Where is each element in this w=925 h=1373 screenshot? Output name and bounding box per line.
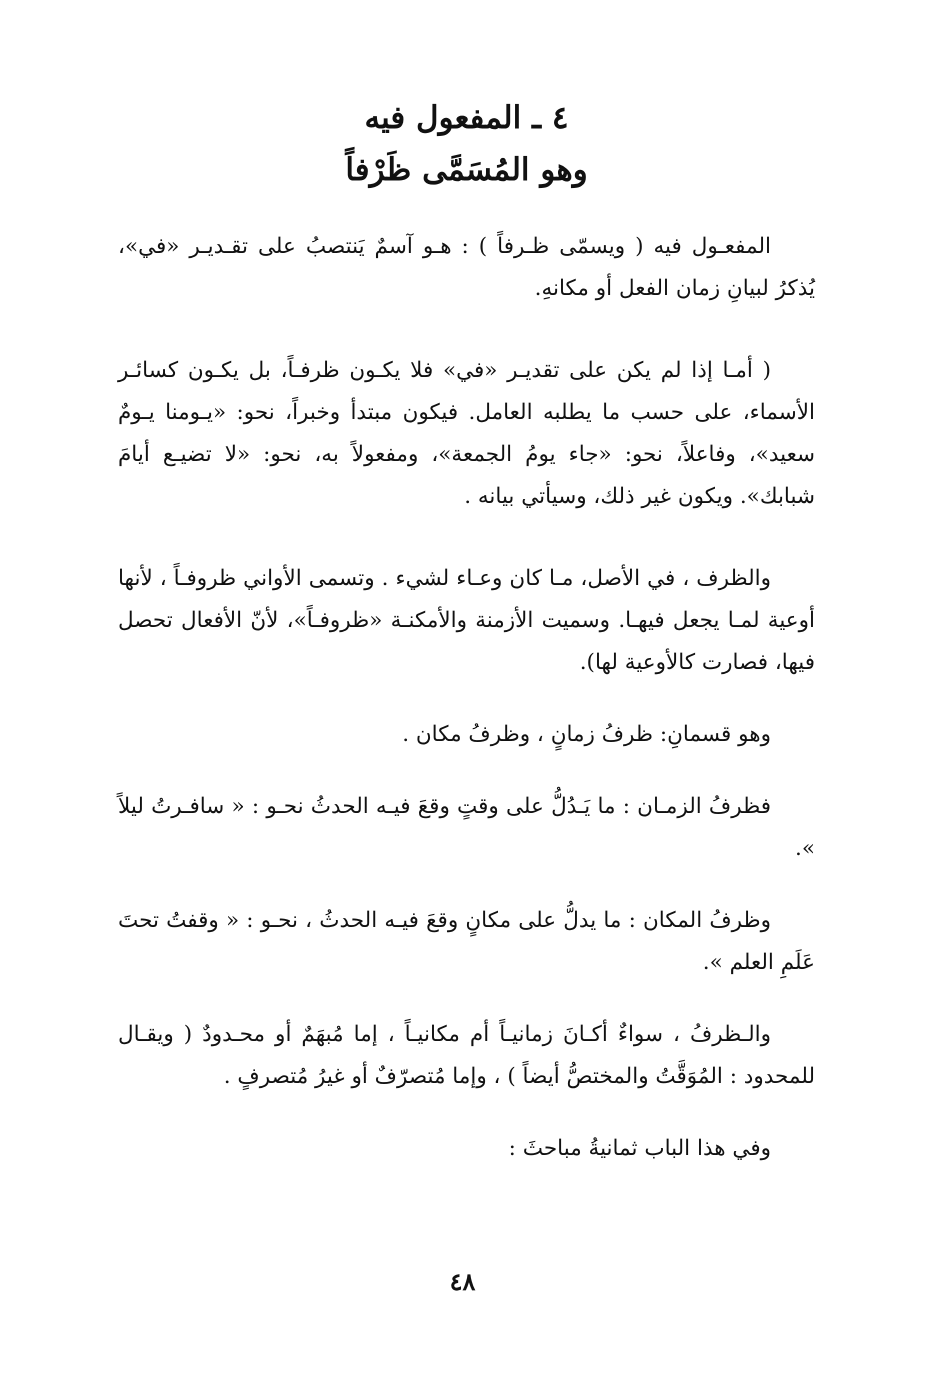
page-number: ٤٨ (449, 1267, 476, 1296)
paragraph-note-not-adverb: ( أمـا إذا لم يكن على تقديـر «في» فلا يكـون ظرفـاً، بل يكـون كسائـر الأسماء، على حسب ما يطلبه العامل. فيكون مبتدأ وخبراً، نحو: «يـومنا يـومٌ سعيد»، وفاعلاً، نحو: «جاء يومُ الجمعة»، ومفعولاً به، نحو: «لا تضيـع أيامَ شبابك». ويكون غير ذلك، وسيأتي بيانه . (118, 358, 815, 509)
paragraph-origin: والظرف ، في الأصل، مـا كان وعـاء لشيء . وتسمى الأواني ظروفـاً ، لأنها أوعية لمـا يجعل فيهـا. وسميت الأزمنة والأمكنـة «ظروفـاً»، لأنّ الأفعال تحصل فيها، فصارت كالأوعية لها). (118, 566, 815, 675)
section-title-line-1: ٤ ـ المفعول فيه (364, 100, 569, 136)
paragraph-two-kinds: وهو قسمانِ: ظرفُ زمانٍ ، وظرفُ مكان . (402, 722, 771, 747)
paragraph-time-adverb: فظرفُ الزمـان : ما يَـدُلُّ على وقتٍ وقعَ فيـه الحدثُ نحـو : « سافـرتُ ليلاً ». (118, 794, 815, 861)
paragraph-chapter-sections: وفي هذا الباب ثمانيةُ مباحثَ : (508, 1136, 771, 1161)
paragraph-definition: المفعـول فيه ( ويسمّى ظـرفاً ) : هـو آسمٌ يَنتصبُ على تقـديـر «في»، يُذكرُ لبيانِ زمان الفعل أو مكانهِ. (118, 234, 815, 301)
section-title (118, 92, 815, 196)
section-title-line-2: وهو المُسَمَّى ظَرْفاً (345, 152, 588, 188)
paragraph-classification: والـظرفُ ، سواءٌ أكـانَ زمانيـاً أم مكانيـاً ، إما مُبهَمٌ أو محـدودٌ ( ويقـال للمحدود : المُوَقَّتُ والمختصُّ أيضاً ) ، وإما مُتصرّفٌ أو غيرُ مُتصرفٍ . (118, 1022, 815, 1089)
paragraph-place-adverb: وظرفُ المكان : ما يدلُّ على مكانٍ وقعَ فيـه الحدثُ ، نحـو : « وقفتُ تحتَ عَلَمِ العلم ». (118, 908, 815, 975)
